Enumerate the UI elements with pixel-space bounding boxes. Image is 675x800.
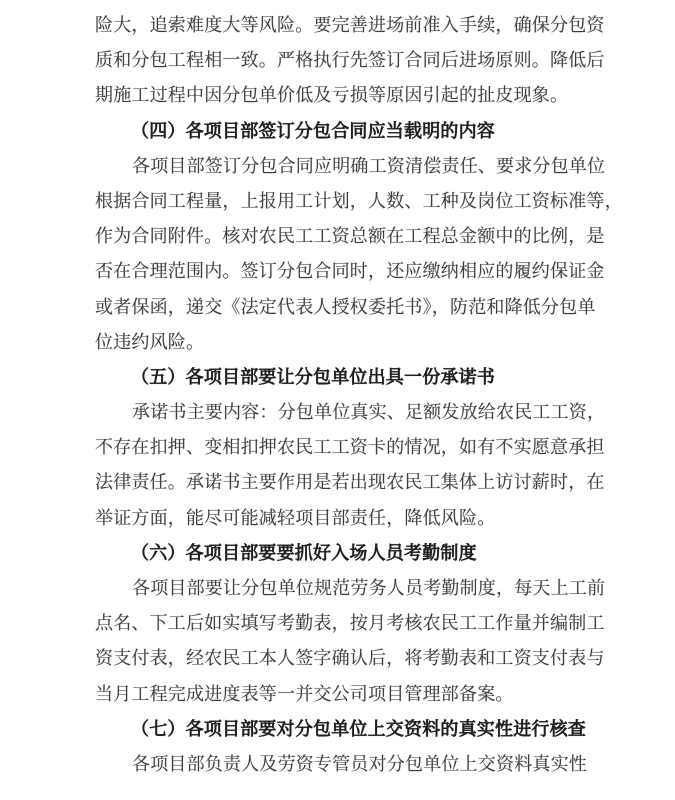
- text-line: 举证方面，能尽可能减轻项目部责任，降低风险。: [95, 507, 496, 529]
- document-body: [95, 8, 623, 782]
- text-line: 法律责任。承诺书主要作用是若出现农民工集体上访讨薪时，在: [95, 472, 605, 494]
- text-line: 险大，追索难度大等风险。要完善进场前准入手续，确保分包资: [95, 15, 605, 36]
- section-heading: （六）各项目部要要抓好入场人员考勤制度: [131, 542, 477, 564]
- text-line: 资支付表，经农民工本人签字确认后，将考勤表和工资支付表与: [95, 648, 605, 670]
- text-line: 不存在扣押、变相扣押农民工工资卡的情况，如有不实愿意承担: [95, 437, 605, 459]
- text-line: 各项目部负责人及劳资专管员对分包单位上交资料真实性: [132, 753, 587, 775]
- text-line: 承诺书主要内容：分包单位真实、足额发放给农民工工资，: [132, 402, 606, 424]
- section-heading: （四）各项目部签订分包合同应当载明的内容: [131, 120, 495, 142]
- text-line: 否在合理范围内。签订分包合同时，还应缴纳相应的履约保证金: [95, 261, 605, 283]
- section-heading: （七）各项目部要对分包单位上交资料的真实性进行核查: [131, 718, 586, 740]
- text-line: 作为合同附件。核对农民工工资总额在工程总金额中的比例，是: [95, 226, 605, 248]
- text-line: 根据合同工程量，上报用工计划，人数、工种及岗位工资标准等，: [95, 190, 623, 212]
- text-line: 各项目部签订分包合同应明确工资清偿责任、要求分包单位: [132, 155, 606, 177]
- text-line: 各项目部要让分包单位规范劳务人员考勤制度，每天上工前: [132, 578, 606, 599]
- text-line: 点名、下工后如实填写考勤表，按月考核农民工工作量并编制工: [95, 613, 605, 635]
- section-heading: （五）各项目部要让分包单位出具一份承诺书: [131, 366, 495, 388]
- text-line: 期施工过程中因分包单价低及亏损等原因引起的扯皮现象。: [95, 85, 569, 107]
- text-line: 位违约风险。: [95, 331, 205, 353]
- text-line: 或者保函，递交《法定代表人授权委托书》，防范和降低分包单: [95, 296, 596, 318]
- text-line: 当月工程完成进度表等一并交公司项目管理部备案。: [95, 683, 514, 705]
- text-line: 质和分包工程相一致。严格执行先签订合同后进场原则。降低后: [95, 50, 605, 72]
